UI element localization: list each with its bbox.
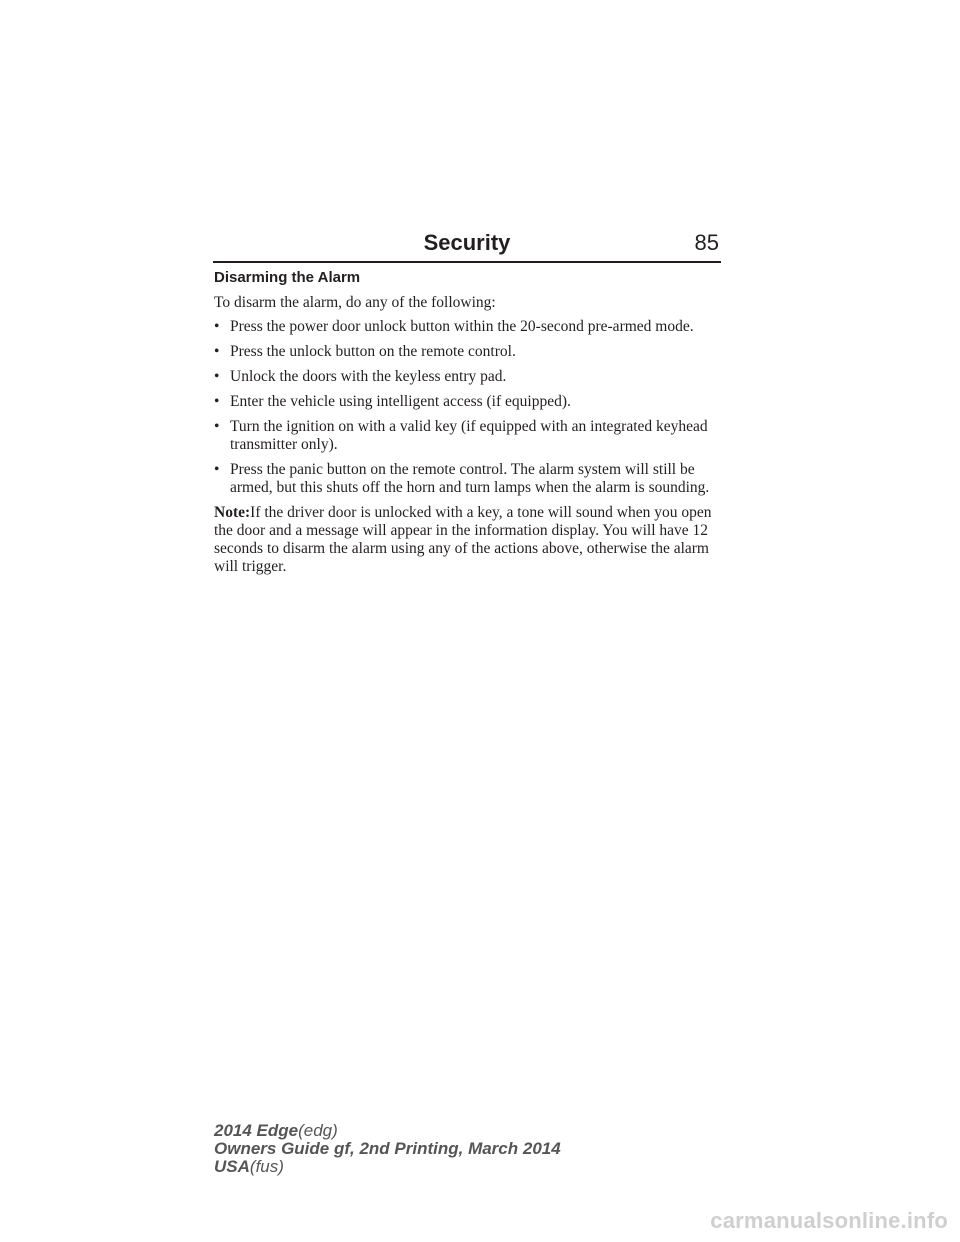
footer-line-printing (214, 1140, 561, 1158)
footer-line-model (214, 1122, 561, 1140)
bullet-icon: • (214, 418, 220, 435)
bullet-icon: • (214, 318, 220, 335)
bullet-icon: • (214, 461, 220, 478)
page-number: 85 (694, 230, 719, 255)
page-title: Security (423, 230, 511, 255)
list-item (214, 318, 722, 336)
footer-printing-info: Owners Guide gf, 2nd Printing, March 2014 (214, 1139, 561, 1158)
list-item-text: Enter the vehicle using intelligent access (if equipped). (230, 393, 571, 410)
list-item (214, 343, 722, 361)
list-item (214, 461, 722, 497)
footer-model-year: 2014 Edge (214, 1121, 299, 1140)
note-label: Note: (214, 504, 251, 521)
page-header (213, 228, 721, 263)
footer-line-market (214, 1158, 561, 1176)
list-item-text: Press the power door unlock button within the 20-second pre-armed mode. (230, 318, 694, 335)
list-item-text: Turn the ignition on with a valid key (if equipped with an integrated keyhead transmitter only). (230, 418, 708, 453)
note-paragraph (214, 504, 722, 576)
footer-market-code: (fus) (249, 1157, 284, 1176)
list-item-text: Press the unlock button on the remote control. (230, 343, 516, 360)
list-item-text: Unlock the doors with the keyless entry pad. (230, 368, 507, 385)
bullet-icon: • (214, 368, 220, 385)
list-item (214, 418, 722, 454)
footer-market: USA (214, 1157, 250, 1176)
list-item (214, 368, 722, 386)
page-content (214, 268, 722, 576)
note-text: If the driver door is unlocked with a key, a tone will sound when you open the door and a message will appear in the information display. You will have 12 seconds to disarm the alarm using any of the actions above, otherwise the alarm will trigger. (214, 504, 712, 575)
bullet-icon: • (214, 393, 220, 410)
list-item-text: Press the panic button on the remote control. The alarm system will still be armed, but this shuts off the horn and turn lamps when the alarm is sounding. (230, 461, 710, 496)
list-item (214, 393, 722, 411)
bullet-list (214, 318, 722, 497)
bullet-icon: • (214, 343, 220, 360)
section-heading: Disarming the Alarm (214, 269, 361, 286)
footer-model-code: (edg) (298, 1121, 338, 1140)
document-footer (214, 1122, 561, 1176)
intro-paragraph: To disarm the alarm, do any of the following: (214, 294, 496, 311)
watermark: carmanualsonline.info (710, 1208, 948, 1233)
